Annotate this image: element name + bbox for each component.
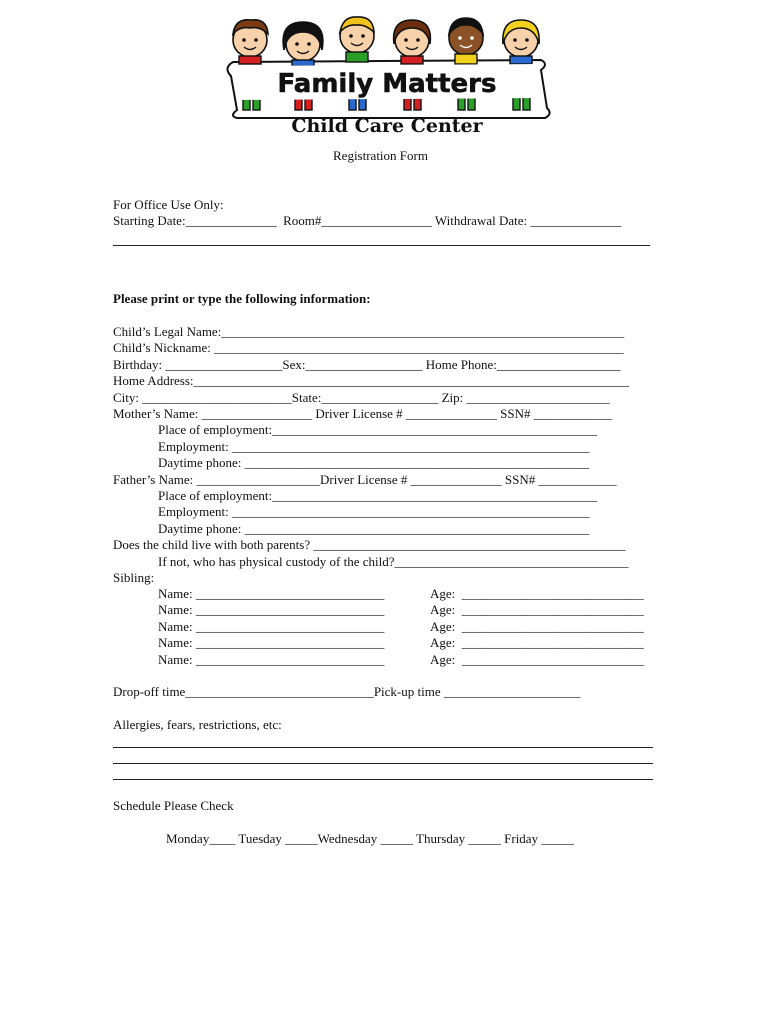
form-field-row[interactable]: Daytime phone: _____________________________________________________ xyxy=(158,521,590,536)
schedule-heading: Schedule Please Check xyxy=(113,798,234,813)
form-field-row[interactable]: Father’s Name: ___________________Driver License # ______________ SSN# ____________ xyxy=(113,472,617,487)
form-field-row[interactable]: If not, who has physical custody of the child?____________________________________ xyxy=(158,554,629,569)
form-field-row[interactable]: Sibling: xyxy=(113,570,155,585)
sibling-age-field[interactable]: Age: ____________________________ xyxy=(430,586,644,601)
form-field-row[interactable]: Place of employment:__________________________________________________ xyxy=(158,488,598,503)
form-field-row[interactable]: Place of employment:__________________________________________________ xyxy=(158,422,598,437)
sibling-age-field[interactable]: Age: ____________________________ xyxy=(430,619,644,634)
office-heading: For Office Use Only: xyxy=(113,197,224,212)
dropoff-pickup-row[interactable]: Drop-off time_____________________________Pick-up time _____________________ xyxy=(113,684,581,699)
allergies-line-2[interactable] xyxy=(113,763,653,764)
form-field-row[interactable]: Child’s Legal Name:______________________________________________________________ xyxy=(113,324,625,339)
allergies-line-3[interactable] xyxy=(113,779,653,780)
form-title: Registration Form xyxy=(333,148,428,163)
allergies-line-1[interactable] xyxy=(113,747,653,748)
logo-line1: Family Matters xyxy=(277,69,497,99)
form-field-row[interactable]: Home Address:___________________________________________________________________ xyxy=(113,373,630,388)
sibling-age-field[interactable]: Age: ____________________________ xyxy=(430,602,644,617)
form-field-row[interactable]: Employment: _______________________________________________________ xyxy=(158,504,590,519)
sibling-age-field[interactable]: Age: ____________________________ xyxy=(430,652,644,667)
section-divider xyxy=(113,245,650,246)
form-field-row[interactable]: Birthday: __________________Sex:__________________ Home Phone:___________________ xyxy=(113,357,621,372)
form-field-row[interactable]: Daytime phone: _____________________________________________________ xyxy=(158,455,590,470)
form-field-row[interactable]: Does the child live with both parents? ________________________________________________ xyxy=(113,537,626,552)
schedule-row[interactable]: Monday____ Tuesday _____Wednesday _____ Thursday _____ Friday _____ xyxy=(166,831,574,846)
sibling-name-field[interactable]: Name: _____________________________ xyxy=(158,652,385,667)
logo-line2: Child Care Center xyxy=(291,115,483,137)
form-field-row[interactable]: Employment: _______________________________________________________ xyxy=(158,439,590,454)
instructions: Please print or type the following information: xyxy=(113,291,371,306)
office-row[interactable]: Starting Date:______________ Room#_________________ Withdrawal Date: ______________ xyxy=(113,213,622,228)
sibling-name-field[interactable]: Name: _____________________________ xyxy=(158,602,385,617)
form-field-row[interactable]: Mother’s Name: _________________ Driver License # ______________ SSN# ____________ xyxy=(113,406,612,421)
allergies-label: Allergies, fears, restrictions, etc: xyxy=(113,717,282,732)
sibling-name-field[interactable]: Name: _____________________________ xyxy=(158,635,385,650)
sibling-age-field[interactable]: Age: ____________________________ xyxy=(430,635,644,650)
family-matters-logo xyxy=(215,10,560,138)
sibling-name-field[interactable]: Name: _____________________________ xyxy=(158,619,385,634)
form-field-row[interactable]: Child’s Nickname: _______________________________________________________________ xyxy=(113,340,624,355)
form-field-row[interactable]: City: _______________________State:__________________ Zip: ______________________ xyxy=(113,390,610,405)
sibling-name-field[interactable]: Name: _____________________________ xyxy=(158,586,385,601)
